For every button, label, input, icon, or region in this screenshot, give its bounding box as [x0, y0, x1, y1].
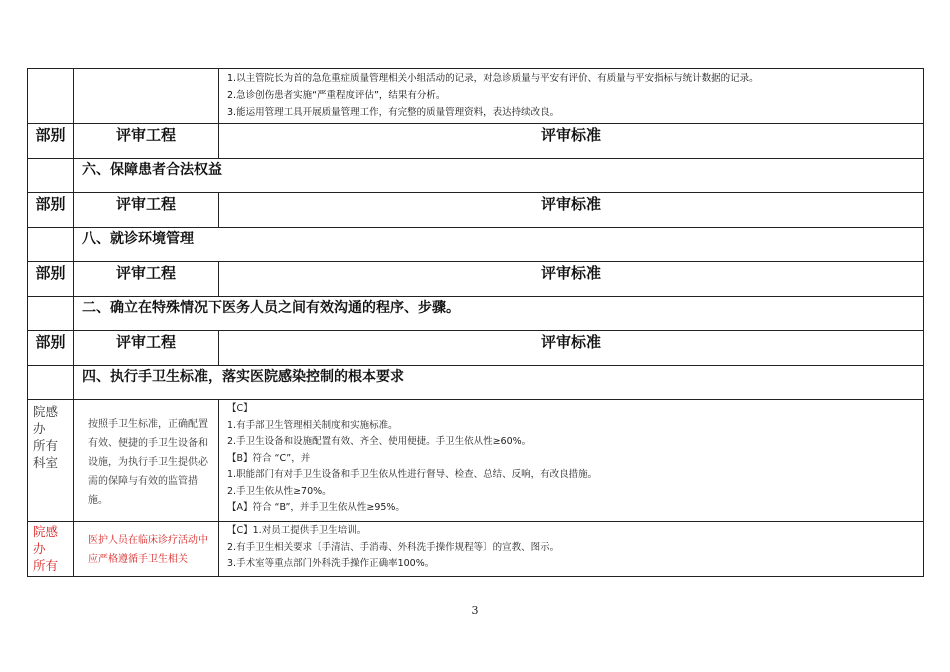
top-row — [28, 69, 924, 124]
header-item: 评审工程 — [74, 262, 219, 297]
header-dept: 部别 — [28, 262, 74, 297]
item-cell — [74, 522, 219, 577]
header-standard: 评审标准 — [219, 193, 924, 228]
header-standard: 评审标准 — [219, 262, 924, 297]
dept-line: 办 — [33, 541, 46, 556]
item-text: 医护人员在临床诊疗活动中应严格遵循手卫生相关 — [88, 535, 208, 565]
header-item: 评审工程 — [74, 331, 219, 366]
section-title: 四、执行手卫生标准，落实医院感染控制的根本要求 — [74, 366, 924, 400]
standard-line: 2.有手卫生相关要求〔手清洁、手消毒、外科洗手操作规程等〕的宣教、图示。 — [227, 541, 560, 553]
section-blank-cell — [28, 366, 74, 400]
review-standards-table — [27, 68, 924, 577]
section-row — [28, 297, 924, 331]
header-row — [28, 193, 924, 228]
section-blank-cell — [28, 159, 74, 193]
item-cell: 按照手卫生标准，正确配置有效、便捷的手卫生设备和设施，为执行手卫生提供必需的保障与有效的监管措施。 — [74, 400, 219, 522]
section-title: 六、保障患者合法权益 — [74, 159, 924, 193]
top-standard-cell — [219, 69, 924, 124]
section-row — [28, 366, 924, 400]
standard-line: 【C】 — [227, 403, 253, 414]
header-row — [28, 331, 924, 366]
dept-cell — [28, 400, 74, 522]
standard-cell — [219, 522, 924, 577]
standard-cell — [219, 400, 924, 522]
standard-row — [28, 400, 924, 522]
header-dept: 部别 — [28, 193, 74, 228]
dept-line: 院感 — [33, 404, 59, 419]
standard-line: 1.职能部门有对手卫生设备和手卫生依从性进行督导、检查、总结、反响，有改良措施。 — [227, 469, 598, 480]
header-item: 评审工程 — [74, 193, 219, 228]
top-dept-cell — [28, 69, 74, 124]
section-row — [28, 228, 924, 262]
header-standard: 评审标准 — [219, 124, 924, 159]
section-blank-cell — [28, 228, 74, 262]
standard-line: 2.手卫生依从性≥70%。 — [227, 485, 332, 497]
header-item: 评审工程 — [74, 124, 219, 159]
section-title: 二、确立在特殊情况下医务人员之间有效沟通的程序、步骤。 — [74, 297, 924, 331]
dept-line: 办 — [33, 421, 46, 436]
section-blank-cell — [28, 297, 74, 331]
header-dept: 部别 — [28, 331, 74, 366]
page-number: 3 — [471, 604, 479, 617]
header-standard: 评审标准 — [219, 331, 924, 366]
header-row — [28, 124, 924, 159]
standard-line: 1.有手部卫生管理相关制度和实施标准。 — [227, 419, 398, 431]
section-title: 八、就诊环境管理 — [74, 228, 924, 262]
dept-cell — [28, 522, 74, 577]
standard-line: 【C】1.对员工提供手卫生培训。 — [227, 525, 367, 536]
standard-line: 2.手卫生设备和设施配置有效、齐全、使用便捷。手卫生依从性≥60%。 — [227, 436, 532, 447]
standard-row — [28, 522, 924, 577]
dept-line: 所有 — [33, 558, 59, 573]
section-row — [28, 159, 924, 193]
header-row — [28, 262, 924, 297]
top-item-cell — [74, 69, 219, 124]
dept-line: 所有 — [33, 438, 59, 453]
standard-line: 【A】符合 “B”，并手卫生依从性≥95%。 — [227, 502, 405, 513]
top-standard-line: 1.以主管院长为首的急危重症质量管理相关小组活动的记录，对急诊质量与平安有评价、有质量与平安指标与统计数据的记录。 — [227, 73, 759, 84]
top-standard-line: 2.急诊创伤患者实施“严重程度评估”，结果有分析。 — [227, 90, 446, 101]
dept-line: 科室 — [33, 455, 59, 470]
standard-line: 【B】符合 “C”，并 — [227, 452, 311, 464]
top-standard-line: 3.能运用管理工具开展质量管理工作，有完整的质量管理资料，表达持续改良。 — [227, 107, 560, 118]
header-dept: 部别 — [28, 124, 74, 159]
dept-line: 院感 — [33, 524, 59, 539]
standard-line: 3.手术室等重点部门外科洗手操作正确率100%。 — [227, 558, 435, 569]
